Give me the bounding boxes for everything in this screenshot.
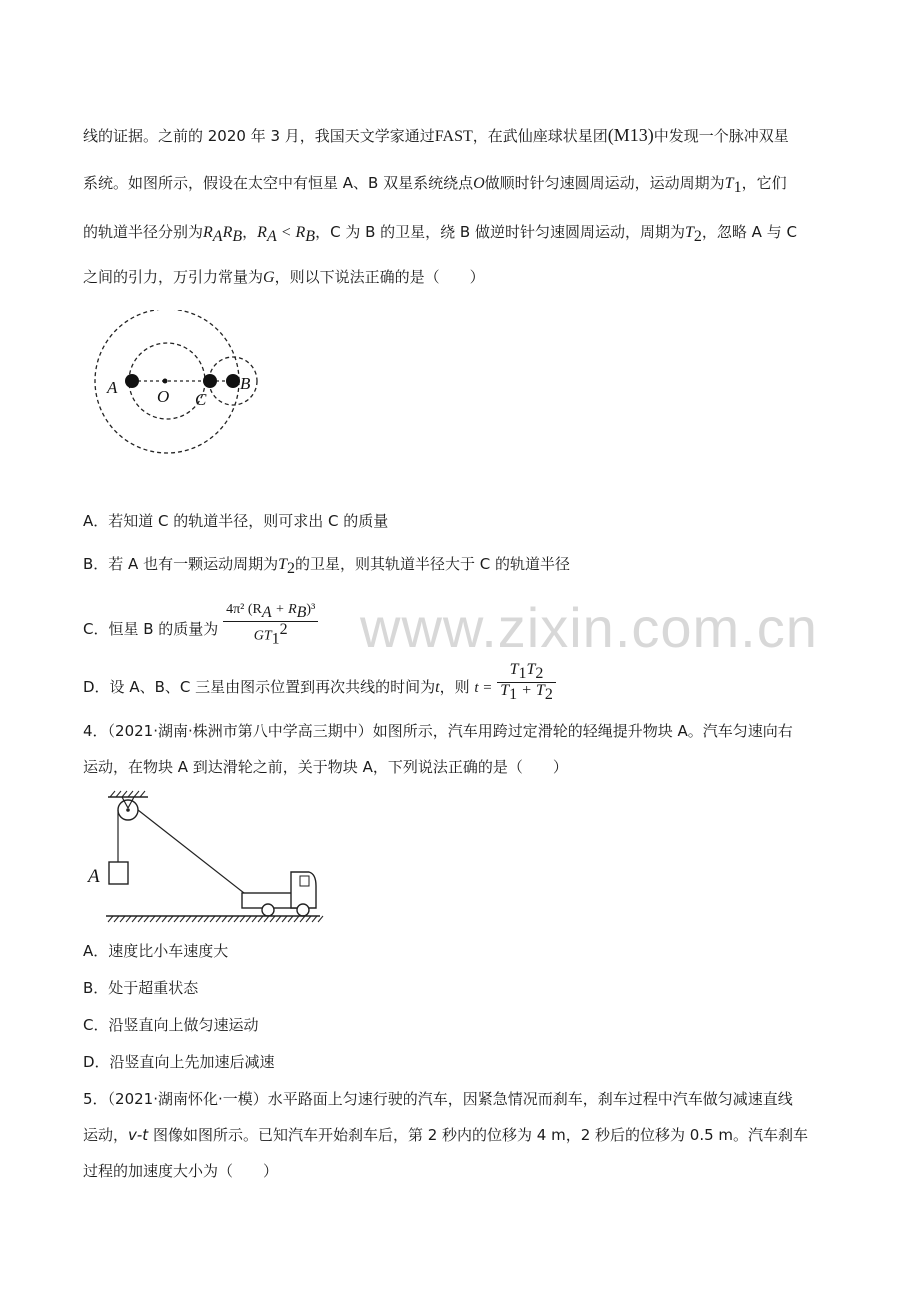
ground-hatch-mark bbox=[288, 916, 293, 922]
time-formula: $\frac{T_1T_2}{T_1 + T_2}$ bbox=[497, 662, 556, 703]
binary-star-diagram bbox=[88, 310, 268, 460]
ground-hatch-mark bbox=[192, 916, 197, 922]
ground-hatch-mark bbox=[228, 916, 233, 922]
star-B bbox=[226, 374, 240, 388]
q5-stem-line-2: 运动，v-t 图像如图所示。已知汽车开始刹车后，第 2 秒内的位移为 4 m，2 秒后的位移为 0.5 m。汽车刹车 bbox=[83, 1126, 809, 1144]
watermark: www.zixin.com.cn bbox=[360, 596, 818, 659]
ground-hatch-mark bbox=[270, 916, 275, 922]
ground-hatch-mark bbox=[138, 916, 143, 922]
label-B: B bbox=[240, 374, 251, 393]
ground-hatch-mark bbox=[174, 916, 179, 922]
q5-stem-line-3: 过程的加速度大小为（ ） bbox=[83, 1162, 279, 1180]
ground-hatch-mark bbox=[318, 916, 323, 922]
ground-hatch-mark bbox=[234, 916, 239, 922]
ground-hatch-mark bbox=[210, 916, 215, 922]
ground-hatch-mark bbox=[282, 916, 287, 922]
label-O: O bbox=[157, 387, 170, 406]
q3-line-4: 之间的引力，万引力常量为G，则以下说法正确的是（ ） bbox=[83, 268, 485, 286]
ground-hatch-mark bbox=[300, 916, 305, 922]
pulley-truck-diagram bbox=[84, 790, 324, 925]
q3-line-3: 的轨道半径分别为$R_AR_B$，$R_A < R_B$，C 为 B 的卫星，绕 B 做逆时针匀速圆周运动，周期为$T_2$，忽略 A 与 C bbox=[83, 223, 797, 245]
q4-stem-line-2: 运动，在物块 A 到达滑轮之前，关于物块 A，下列说法正确的是（ ） bbox=[83, 758, 568, 776]
ground-hatch-mark bbox=[306, 916, 311, 922]
star-A bbox=[125, 374, 139, 388]
rope-slanted bbox=[138, 810, 244, 893]
mass-formula: $\frac{4\pi^2 (R_A + R_B)^3}{GT_1^2}$ bbox=[223, 602, 318, 647]
ceiling-hatch bbox=[110, 791, 145, 797]
ground-hatch bbox=[108, 916, 323, 922]
ground-hatch-mark bbox=[216, 916, 221, 922]
satellite-C bbox=[203, 374, 217, 388]
ground-hatch-mark bbox=[126, 916, 131, 922]
q4-option-b: B．处于超重状态 bbox=[83, 979, 199, 997]
block-A bbox=[109, 862, 128, 884]
ground-hatch-mark bbox=[156, 916, 161, 922]
q4-option-c: C．沿竖直向上做匀速运动 bbox=[83, 1016, 259, 1034]
ground-hatch-mark bbox=[246, 916, 251, 922]
q3-option-d: D．设 A、B、C 三星由图示位置到再次共线的时间为t，则 t = $\frac{T_1T_2}{T_1 + T_2}$ bbox=[83, 672, 843, 712]
truck-cab bbox=[291, 872, 316, 908]
ground-hatch-mark bbox=[150, 916, 155, 922]
ground-hatch-mark bbox=[180, 916, 185, 922]
q4-stem-line-1: 4．（2021·湖南·株洲市第八中学高三期中）如图所示，汽车用跨过定滑轮的轻绳提升物块 A。汽车匀速向右 bbox=[83, 722, 793, 740]
ground-hatch-mark bbox=[204, 916, 209, 922]
q3-line-1: 线的证据。之前的 2020 年 3 月，我国天文学家通过FAST，在武仙座球状星团(M13)中发现一个脉冲双星 bbox=[83, 125, 789, 145]
ground-hatch-mark bbox=[312, 916, 317, 922]
ground-hatch-mark bbox=[198, 916, 203, 922]
ground-hatch-mark bbox=[114, 916, 119, 922]
q3-option-c: C．恒星 B 的质量为 $\frac{4\pi^2 (R_A + R_B)^3}{GT_1^2}$ bbox=[83, 612, 843, 652]
center-O bbox=[163, 379, 168, 384]
ground-hatch-mark bbox=[144, 916, 149, 922]
ground-hatch-mark bbox=[240, 916, 245, 922]
q5-stem-line-1: 5．（2021·湖南怀化·一模）水平路面上匀速行驶的汽车，因紧急情况而刹车，刹车过程中汽车做匀减速直线 bbox=[83, 1090, 793, 1108]
ground-hatch-mark bbox=[264, 916, 269, 922]
ground-hatch-mark bbox=[276, 916, 281, 922]
ground-hatch-mark bbox=[120, 916, 125, 922]
ground-hatch-mark bbox=[294, 916, 299, 922]
truck-wheel-rear bbox=[262, 904, 274, 916]
q3-option-a: A．若知道 C 的轨道半径，则可求出 C 的质量 bbox=[83, 512, 389, 530]
ground-hatch-mark bbox=[132, 916, 137, 922]
ground-hatch-mark bbox=[162, 916, 167, 922]
label-C: C bbox=[195, 390, 207, 409]
q4-option-d: D．沿竖直向上先加速后减速 bbox=[83, 1053, 275, 1071]
ground-hatch-mark bbox=[108, 916, 113, 922]
ground-hatch-mark bbox=[186, 916, 191, 922]
ground-hatch-mark bbox=[252, 916, 257, 922]
label-A: A bbox=[107, 378, 118, 397]
truck-wheel-front bbox=[297, 904, 309, 916]
ground-hatch-mark bbox=[258, 916, 263, 922]
q4-option-a: A．速度比小车速度大 bbox=[83, 942, 229, 960]
q3-line-2: 系统。如图所示，假设在太空中有恒星 A、B 双星系统绕点O做顺时针匀速圆周运动，运动周期为$T_1$，它们 bbox=[83, 174, 787, 196]
q3-option-b: B．若 A 也有一颗运动周期为$T_2$的卫星，则其轨道半径大于 C 的轨道半径 bbox=[83, 555, 571, 577]
ground-hatch-mark bbox=[222, 916, 227, 922]
label-block-A: A bbox=[88, 866, 100, 887]
ground-hatch-mark bbox=[168, 916, 173, 922]
